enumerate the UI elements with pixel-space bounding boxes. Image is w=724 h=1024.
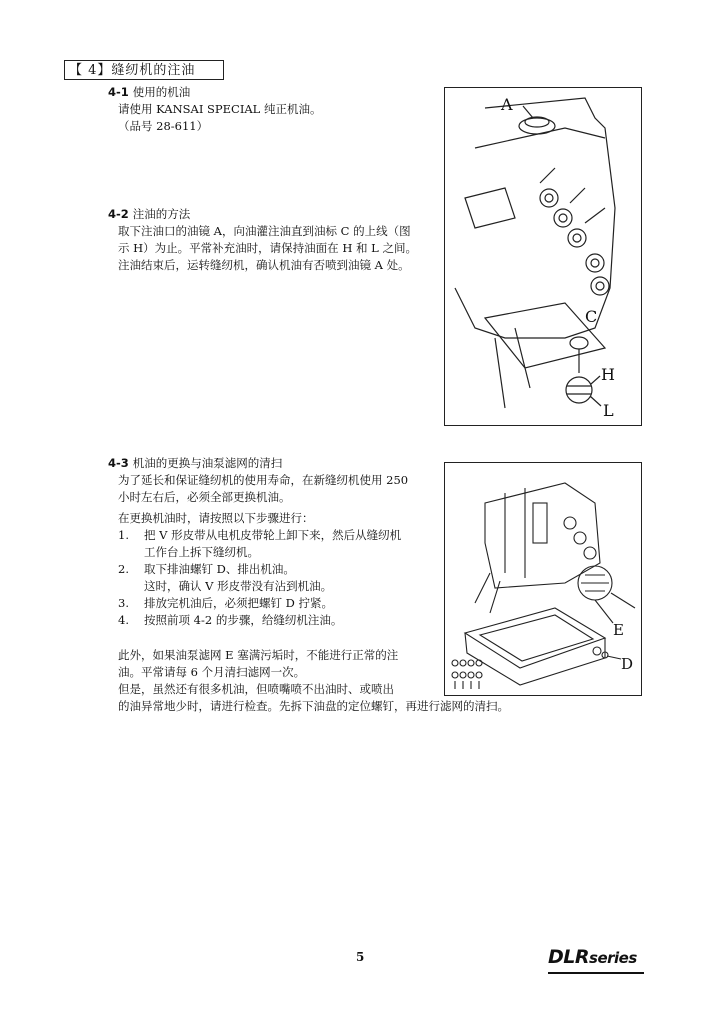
step-text: 按照前项 4-2 的步骤，给缝纫机注油。	[144, 613, 343, 627]
section-4-1-number: 4-1	[108, 85, 129, 99]
section-4-1-heading	[108, 84, 428, 101]
brand-logo	[548, 944, 644, 974]
procedure-step	[108, 527, 448, 544]
logo-sub: series	[589, 949, 637, 967]
figure-label-d: D	[621, 655, 634, 673]
step-continuation: 这时，确认 V 形皮带没有沾到机油。	[144, 579, 333, 593]
section-4-1	[108, 84, 428, 135]
section-4-2-line: 取下注油口的油镜 A，向油灌注油直到油标 C 的上线（图	[118, 224, 411, 238]
step-text: 把 V 形皮带从电机皮带轮上卸下来，然后从缝纫机	[144, 528, 402, 542]
section-4-3-title: 机油的更换与油泵滤网的清扫	[132, 456, 283, 470]
section-4-3	[108, 455, 509, 715]
section-4-3-lead: 在更换机油时，请按照以下步骤进行：	[118, 511, 314, 525]
section-4-2-line: 注油结束后，运转缝纫机，确认机油有否喷到油镜 A 处。	[118, 258, 410, 272]
step-number: 4.	[118, 613, 129, 627]
section-4-2-heading	[108, 206, 438, 223]
section-4-2-line: 示 H）为止。平常补充油时，请保持油面在 H 和 L 之间。	[118, 241, 417, 255]
section-4-2	[108, 206, 438, 274]
section-4-3-extra: 但是，虽然还有很多机油，但喷嘴喷不出油时、或喷出	[118, 682, 394, 696]
procedure-step	[108, 612, 448, 629]
section-title: 【 4】缝纫机的注油	[64, 60, 224, 80]
oiling-figure	[444, 87, 642, 426]
step-number: 2.	[118, 562, 129, 576]
step-number: 1.	[118, 528, 129, 542]
section-4-1-line: 请使用 KANSAI SPECIAL 纯正机油。	[118, 102, 322, 116]
logo-main: DLR	[548, 946, 590, 968]
figure-label-e: E	[613, 621, 624, 639]
procedure-step	[108, 595, 448, 612]
section-4-1-line: （品号 28-611）	[118, 119, 209, 133]
section-4-3-extra: 的油异常地少时，请进行检查。先拆下油盘的定位螺钉，再进行滤网的清扫。	[118, 699, 509, 713]
figure-label-h: H	[601, 365, 615, 384]
section-4-3-extra: 此外，如果油泵滤网 E 塞满污垢时，不能进行正常的注	[118, 648, 399, 662]
step-number: 3.	[118, 596, 129, 610]
page-number: 5	[356, 950, 365, 964]
section-4-3-intro: 为了延长和保证缝纫机的使用寿命，在新缝纫机使用 250	[118, 473, 409, 487]
step-continuation: 工作台上拆下缝纫机。	[144, 545, 259, 559]
section-4-3-intro: 小时左右后，必须全部更换机油。	[118, 490, 291, 504]
section-4-3-heading	[108, 455, 448, 472]
section-4-3-extra: 油。平常请每 6 个月清扫滤网一次。	[118, 665, 306, 679]
section-4-2-number: 4-2	[108, 207, 129, 221]
figure-label-c: C	[585, 307, 598, 326]
section-4-2-title: 注油的方法	[132, 207, 191, 221]
procedure-step	[108, 561, 448, 578]
step-text: 排放完机油后，必须把螺钉 D 拧紧。	[144, 596, 334, 610]
section-4-3-number: 4-3	[108, 456, 129, 470]
step-text: 取下排油螺钉 D、排出机油。	[144, 562, 295, 576]
figure-label-a: A	[501, 95, 513, 114]
section-4-1-title: 使用的机油	[132, 85, 191, 99]
oil-change-figure	[444, 462, 642, 696]
figure-label-l: L	[603, 401, 614, 420]
